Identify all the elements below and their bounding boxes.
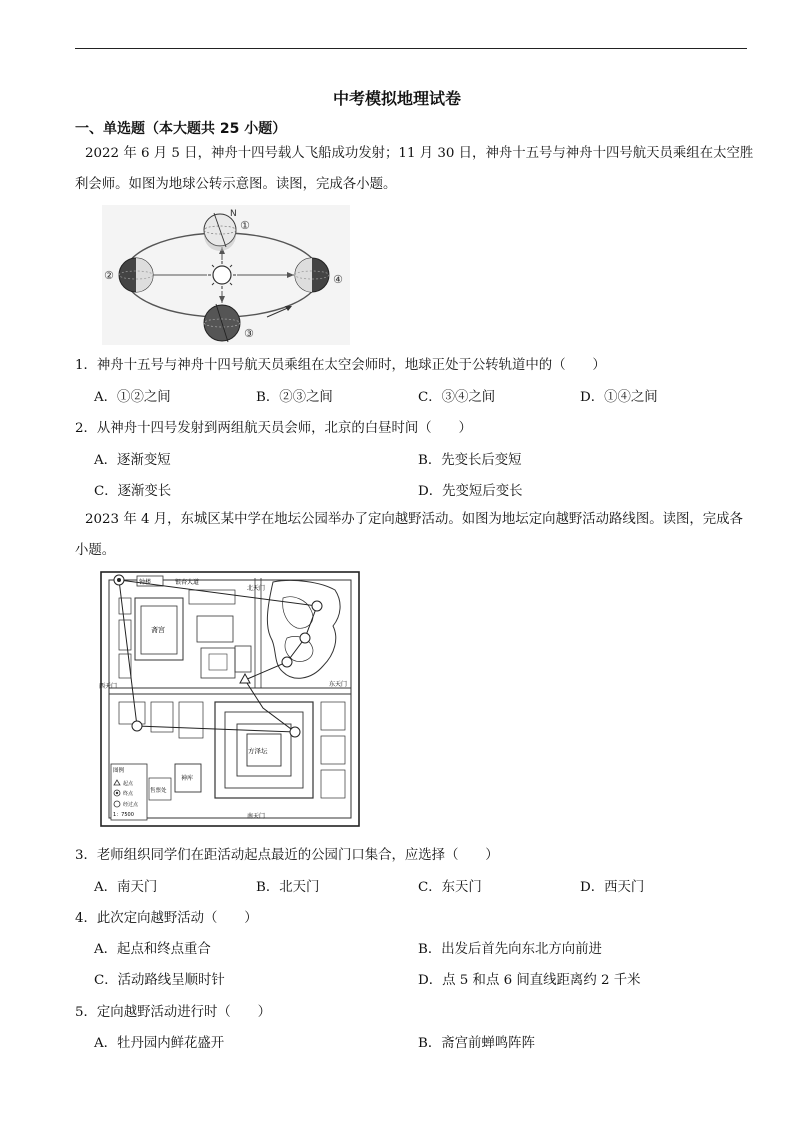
earth-orbit-figure [102,205,350,345]
q2-option-c[interactable]: C．逐渐变长 [94,484,172,499]
q2-option-b[interactable]: B．先变长后变短 [418,453,522,468]
question-4-stem: 4．此次定向越野活动（ ） [75,911,258,926]
svg-text:西天门: 西天门 [99,683,118,690]
section-heading: 一、单选题（本大题共 25 小题） [75,121,287,137]
q1-option-c[interactable]: C．③④之间 [418,390,496,405]
svg-text:东天门: 东天门 [329,681,348,688]
ditan-orienteering-map [97,568,363,830]
svg-text:1：7500: 1：7500 [113,812,134,818]
q1-option-d[interactable]: D．①④之间 [580,390,658,405]
svg-text:方泽坛: 方泽坛 [248,747,268,755]
svg-text:起点: 起点 [123,781,134,787]
q3-option-d[interactable]: D．西天门 [580,880,645,895]
q1-option-b[interactable]: B．②③之间 [256,390,333,405]
svg-text:北天门: 北天门 [247,585,266,592]
svg-text:③: ③ [244,327,254,340]
svg-text:经过点: 经过点 [123,802,139,808]
question-1-stem: 1．神舟十五号与神舟十四号航天员乘组在太空会师时，地球正处于公转轨道中的（ ） [75,358,606,373]
svg-text:②: ② [104,269,114,282]
question-3-stem: 3．老师组织同学们在距活动起点最近的公园门口集合，应选择（ ） [75,848,499,863]
svg-text:南天门: 南天门 [247,813,266,820]
q5-option-b[interactable]: B．斋宫前蝉鸣阵阵 [418,1036,535,1051]
question-2-stem: 2．从神舟十四号发射到两组航天员会师，北京的白昼时间（ ） [75,421,472,436]
svg-text:钟楼: 钟楼 [139,579,152,586]
page-title: 中考模拟地理试卷 [332,89,461,108]
q1-option-a[interactable]: A．①②之间 [94,390,171,405]
q4-option-c[interactable]: C．活动路线呈顺时针 [94,973,225,988]
svg-text:神库: 神库 [181,775,194,782]
q3-option-a[interactable]: A．南天门 [94,880,158,895]
svg-text:银杏大道: 银杏大道 [175,579,200,586]
q2-option-a[interactable]: A．逐渐变短 [94,453,171,468]
q4-option-b[interactable]: B．出发后首先向东北方向前进 [418,942,602,957]
svg-text:斋宫: 斋宫 [151,626,165,634]
svg-text:售票处: 售票处 [150,788,167,794]
q3-option-b[interactable]: B．北天门 [256,880,320,895]
q5-option-a[interactable]: A．牡丹园内鲜花盛开 [94,1036,225,1051]
svg-text:①: ① [240,219,250,232]
svg-text:图例: 图例 [113,768,125,774]
svg-text:N: N [230,209,237,219]
q2-option-d[interactable]: D．先变短后变长 [418,484,523,499]
q4-option-d[interactable]: D．点 5 和点 6 间直线距离约 2 千米 [418,973,641,988]
q4-option-a[interactable]: A．起点和终点重合 [94,942,211,957]
passage-1: 2022 年 6 月 5 日，神舟十四号载人飞船成功发射；11 月 30 日，神舟十五号与神舟十四号航天员乘组在太空胜利会师。如图为地球公转示意图。读图，完成各小题。 [75,146,754,192]
header-rule [75,48,747,49]
svg-text:终点: 终点 [123,791,134,797]
svg-text:④: ④ [333,273,343,286]
passage-2: 2023 年 4 月，东城区某中学在地坛公园举办了定向越野活动。如图为地坛定向越野活动路线图。读图，完成各小题。 [75,512,743,558]
question-5-stem: 5．定向越野活动进行时（ ） [75,1005,271,1020]
q3-option-c[interactable]: C．东天门 [418,880,482,895]
